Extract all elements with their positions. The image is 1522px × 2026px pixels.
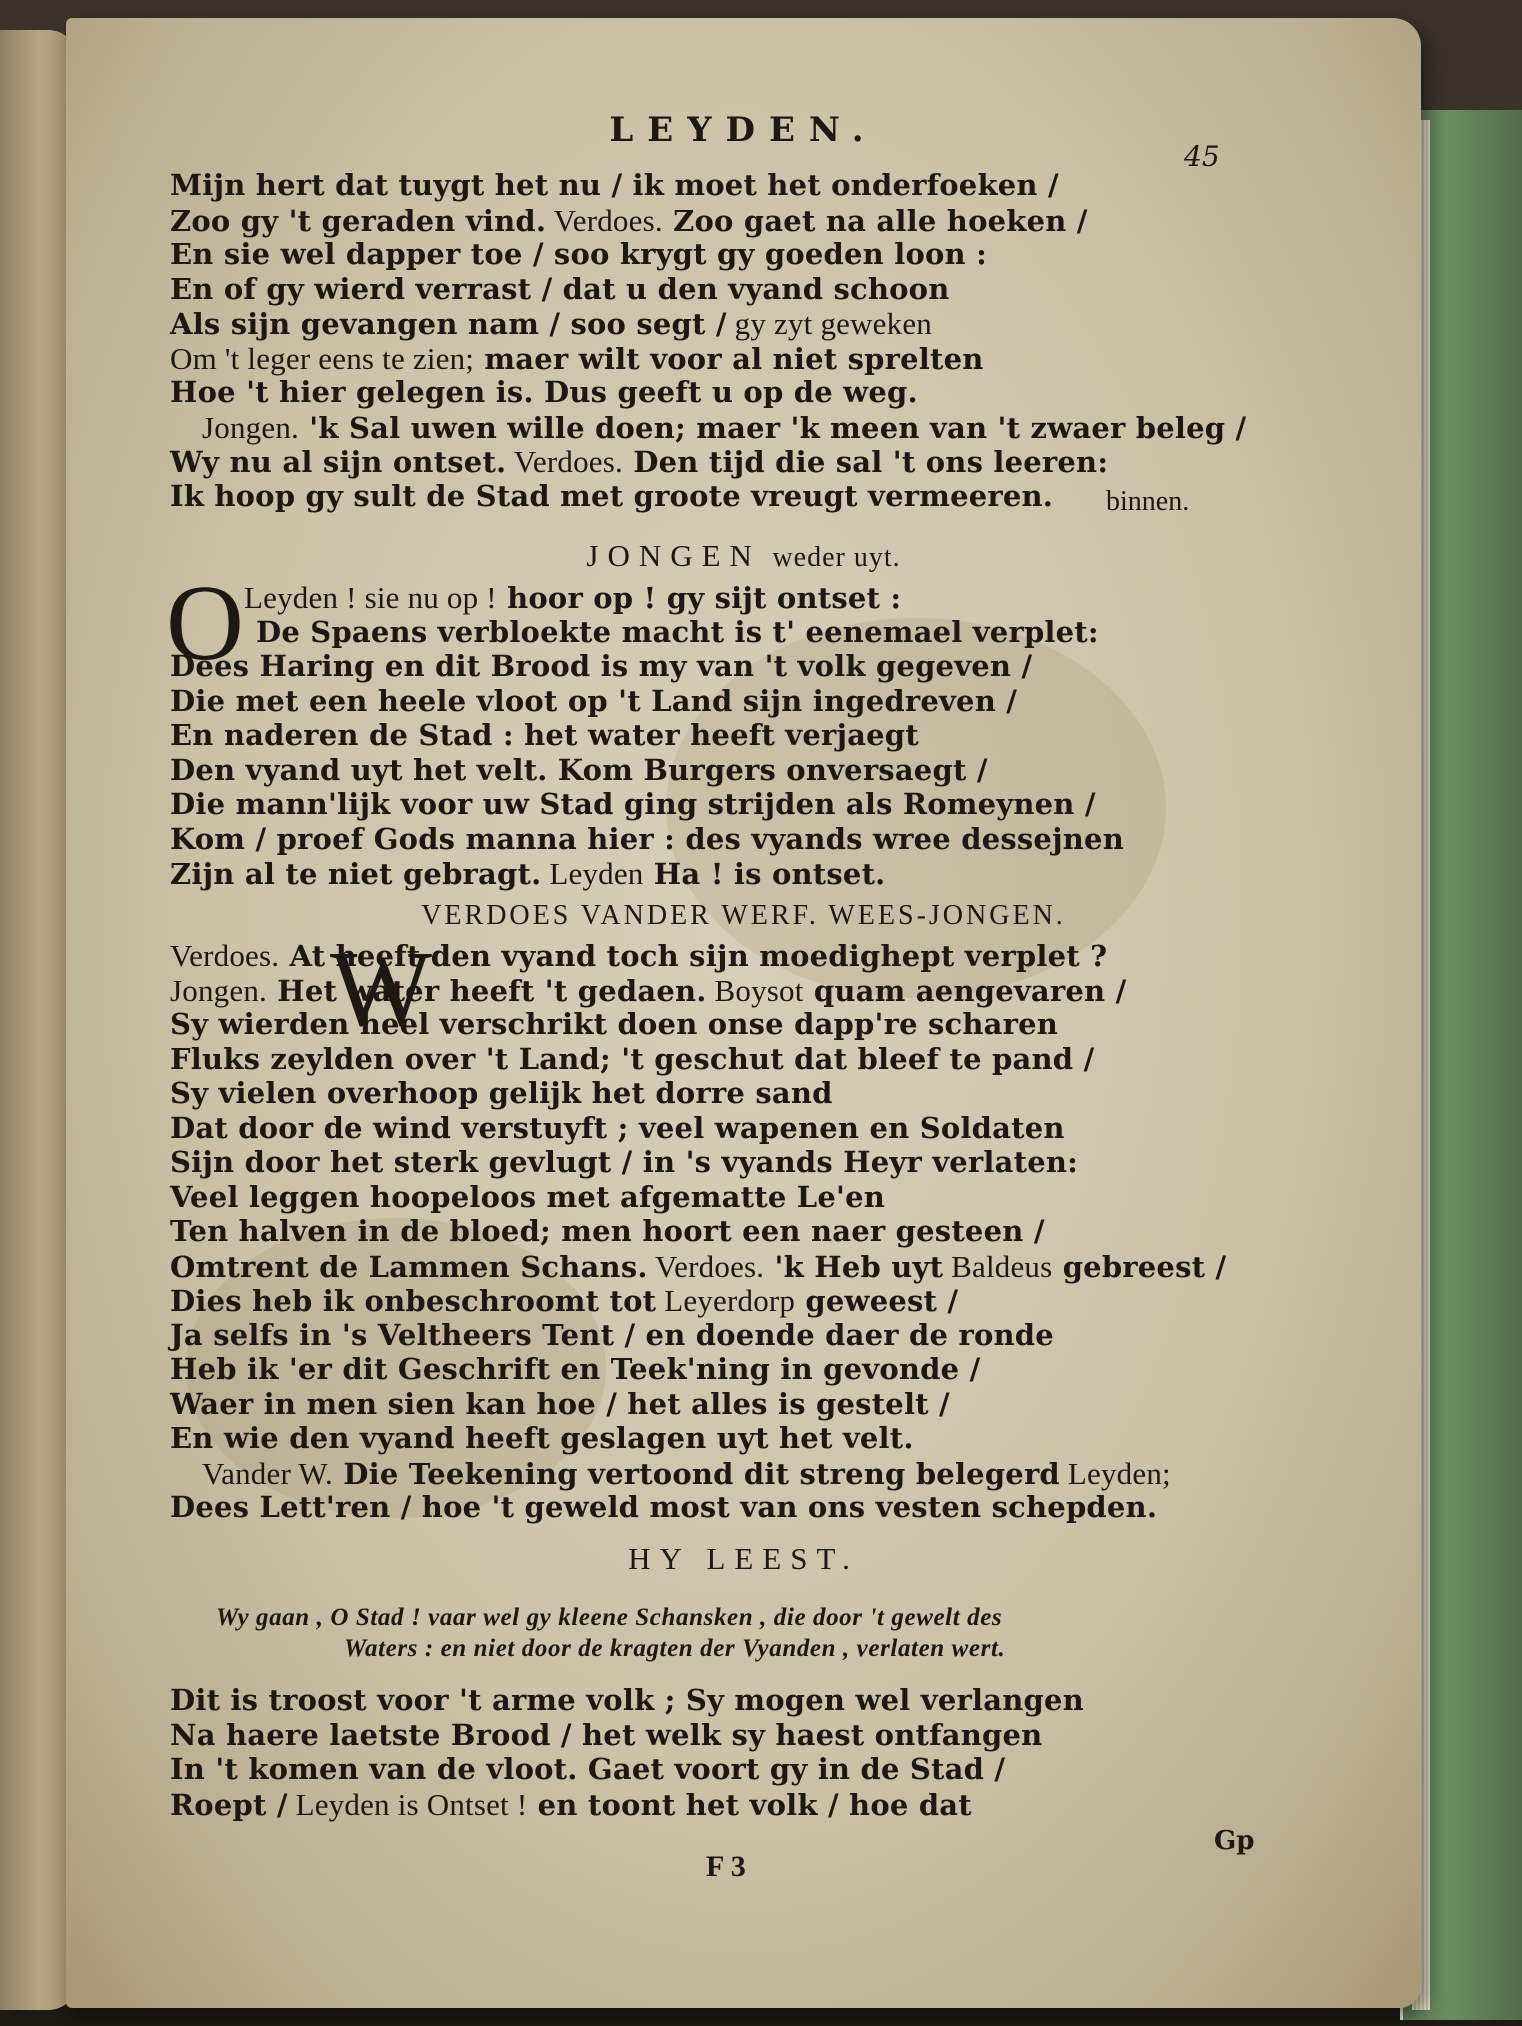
blackletter-text: Die Teekening vertoond dit streng belegerd <box>332 1456 1060 1491</box>
verse-line <box>170 1145 1078 1179</box>
drop-capital: W <box>330 930 432 1049</box>
blackletter-text: De Spaens verbloekte macht is t' eenemael verplet: <box>256 614 1099 649</box>
roman-text: Baldeus <box>943 1248 1053 1284</box>
verse-line <box>170 822 1124 856</box>
blackletter-text: Den tijd die sal 't ons leeren: <box>622 445 1109 479</box>
roman-text: Leyerdorp <box>656 1283 796 1318</box>
verse-line <box>170 203 1088 239</box>
blackletter-text: Ten halven in de bloed; men hoort een naer gesteen / <box>170 1214 1045 1248</box>
blackletter-text: Dit is troost voor 't arme volk ; Sy mogen wel verlangen <box>170 1683 1084 1717</box>
blackletter-text: Ja selfs in 's Veltheers Tent / en doende daer de ronde <box>170 1317 1054 1352</box>
verse-line <box>170 479 1053 513</box>
blackletter-text: Fluks zeylden over 't Land; 't geschut dat bleef te pand / <box>170 1041 1095 1076</box>
blackletter-text: Na haere laetste Brood / het welk sy haest ontfangen <box>170 1717 1043 1752</box>
blackletter-text: Dees Lett'ren / hoe 't geweld most van ons vesten schepden. <box>170 1490 1158 1524</box>
verse-line <box>170 1007 1058 1041</box>
blackletter-text: In 't komen van de vloot. <box>170 1752 578 1786</box>
blackletter-text: En of gy wierd verrast / dat u den vyand schoon <box>170 271 950 306</box>
verse-line <box>170 1683 1084 1717</box>
roman-text: gy zyt geweken <box>726 306 933 341</box>
verse-line <box>170 787 1096 821</box>
verse-line <box>170 1421 914 1455</box>
blackletter-text: Die met een heele vloot op 't Land sijn ingedreven / <box>170 683 1018 718</box>
verse-line <box>170 168 1059 202</box>
roman-text: Verdoes. <box>546 202 663 238</box>
verse-line <box>170 1076 833 1110</box>
verse-line <box>170 1111 1065 1145</box>
blackletter-text: Den vyand uyt het velt. <box>170 752 548 787</box>
verse-line <box>170 1042 1094 1076</box>
blackletter-text: Kom Burgers onversaegt / <box>547 752 988 787</box>
verse-line <box>202 1456 1171 1492</box>
verse-line <box>170 1283 958 1319</box>
blackletter-text: Dies heb ik onbeschroomt tot <box>170 1284 657 1318</box>
letter-text-line: Waters : en niet door de kragten der Vyanden , verlaten wert. <box>344 1635 1006 1662</box>
roman-text: Leyden is Ontset ! <box>287 1786 528 1822</box>
blackletter-text: Heb ik 'er dit Geschrift en Teek'ning in gevonde / <box>170 1352 981 1386</box>
blackletter-text: En sie wel dapper toe / soo krygt gy goeden loon : <box>170 237 988 271</box>
roman-text: Jongen. <box>170 972 267 1008</box>
drop-capital: O <box>166 564 244 683</box>
roman-text: Verdoes. <box>170 938 280 973</box>
heading-characters: VERDOES VANDER WERF. WEES-JONGEN. <box>421 900 1066 931</box>
verse-line <box>170 718 919 752</box>
verse-line <box>170 753 988 787</box>
verse-line <box>170 1318 1054 1352</box>
page-number: 45 <box>1184 140 1220 173</box>
verse-line <box>170 341 984 377</box>
verse-line <box>170 1787 972 1823</box>
blackletter-text: Het water heeft 't gedaen. <box>266 973 707 1008</box>
blackletter-text: Ha ! <box>643 857 724 891</box>
verse-line <box>170 1718 1042 1752</box>
blackletter-text: Sy wierden heel verschrikt doen onse dapp're scharen <box>170 1007 1059 1041</box>
verse-line <box>170 1752 1005 1786</box>
stage-direction: binnen. <box>1106 486 1190 517</box>
roman-text: Verdoes. <box>506 444 623 479</box>
roman-text: Jongen. <box>202 409 299 445</box>
blackletter-text: Mijn hert dat tuygt het nu / ik moet het onderfoeken / <box>170 168 1059 202</box>
printer-signature: F 3 <box>706 1850 746 1883</box>
heading-speaker: JONGEN <box>586 538 761 573</box>
blackletter-text: Omtrent de Lammen Schans. <box>170 1249 648 1284</box>
verse-line <box>170 1214 1045 1248</box>
blackletter-text: Dus geeft u op de weg. <box>533 375 918 409</box>
blackletter-text: 'k Sal uwen wille doen; maer 'k meen van 't zwaer beleg / <box>298 410 1247 445</box>
blackletter-text: geweest / <box>795 1284 959 1318</box>
roman-text: Leyden ! sie nu op ! <box>244 580 497 615</box>
verse-line <box>170 1180 885 1214</box>
blackletter-text: Veel leggen hoopeloos met afgematte Le'en <box>170 1179 886 1214</box>
blackletter-text: hoor op ! gy sijt ontset : <box>496 581 902 615</box>
blackletter-text: En naderen de Stad : het water heeft verjaegt <box>170 718 919 752</box>
blackletter-text: is ontset. <box>723 857 886 891</box>
section-heading-dialogue <box>66 898 1421 932</box>
blackletter-text: Hoe 't hier gelegen is. <box>170 375 534 409</box>
verse-line <box>202 410 1246 446</box>
blackletter-text: Roept / <box>170 1787 288 1822</box>
verse-line <box>170 1249 1226 1285</box>
blackletter-text: Gaet voort gy in de Stad / <box>577 1752 1006 1786</box>
blackletter-text: 'k Heb uyt <box>764 1249 944 1284</box>
blackletter-text: Sy vielen overhoop gelijk het dorre sand <box>170 1076 833 1110</box>
blackletter-text: Wy nu al sijn ontset. <box>170 445 507 479</box>
verse-line <box>170 1352 980 1386</box>
verse-line <box>170 973 1126 1009</box>
roman-text: Leyden; <box>1059 1455 1171 1491</box>
blackletter-text: quam aengevaren / <box>803 973 1127 1008</box>
blackletter-text: At heeft den vyand toch sijn moedighept verplet ? <box>279 939 1108 973</box>
blackletter-text: Dees Haring en dit Brood is my van 't volk gegeven / <box>170 649 1033 683</box>
verse-line <box>170 938 1107 974</box>
verse-line <box>256 615 1099 649</box>
verse-line <box>170 375 918 409</box>
blackletter-text: Waer in men sien kan hoe / het alles is gestelt / <box>170 1386 950 1421</box>
blackletter-text: En wie den vyand heeft geslagen uyt het velt. <box>170 1421 914 1455</box>
blackletter-text: Zijn al te niet gebragt. <box>170 857 542 891</box>
page-content <box>66 18 1421 2008</box>
verse-line <box>244 580 901 616</box>
roman-text: Vander W. <box>202 1455 333 1491</box>
blackletter-text: des vyands wree dessejnen <box>675 821 1124 856</box>
verse-line <box>170 1387 950 1421</box>
verse-line <box>170 237 987 271</box>
blackletter-text: Zoo gaet na alle hoeken / <box>662 203 1088 238</box>
running-head: LEYDEN. <box>609 110 878 150</box>
blackletter-text: en toont het volk / hoe dat <box>527 1787 972 1822</box>
verse-line <box>170 856 885 892</box>
heading-reading-label: HY LEEST. <box>628 1541 859 1576</box>
verse-line <box>170 684 1017 718</box>
section-heading-reading <box>66 1541 1421 1577</box>
verse-line <box>170 649 1032 683</box>
verse-line <box>170 1490 1157 1524</box>
roman-text: Leyden <box>541 856 644 891</box>
verse-line <box>170 272 950 306</box>
section-heading-jongen <box>66 538 1421 574</box>
verse-line <box>170 306 932 342</box>
letter-text-line: Wy gaan , O Stad ! vaar wel gy kleene Schansken , die door 't gewelt des <box>216 1604 1003 1631</box>
blackletter-text: Sijn door het sterk gevlugt / in 's vyands Heyr verlaten: <box>170 1145 1079 1179</box>
blackletter-text: Die mann'lijk voor uw Stad ging strijden als Romeynen / <box>170 787 1096 821</box>
catchword: Gp <box>1214 1826 1255 1856</box>
blackletter-text: gebreest / <box>1052 1249 1227 1284</box>
heading-direction: weder uyt. <box>772 542 901 573</box>
roman-text: Boysot <box>706 972 804 1008</box>
blackletter-text: Dat door de wind verstuyft ; veel wapenen en Soldaten <box>170 1110 1065 1145</box>
blackletter-text: Als sijn gevangen nam / soo segt / <box>170 307 727 341</box>
book-page <box>66 18 1421 2008</box>
roman-text: Verdoes. <box>647 1248 765 1284</box>
blackletter-text: Kom / proef Gods manna hier : <box>170 821 676 856</box>
verse-line <box>170 444 1108 480</box>
blackletter-text: maer wilt voor al niet sprelten <box>474 341 984 376</box>
roman-text: Om 't leger eens te zien; <box>170 340 475 376</box>
blackletter-text: Zoo gy 't geraden vind. <box>170 203 547 238</box>
blackletter-text: Ik hoop gy sult de Stad met groote vreugt vermeeren. <box>170 478 1054 513</box>
